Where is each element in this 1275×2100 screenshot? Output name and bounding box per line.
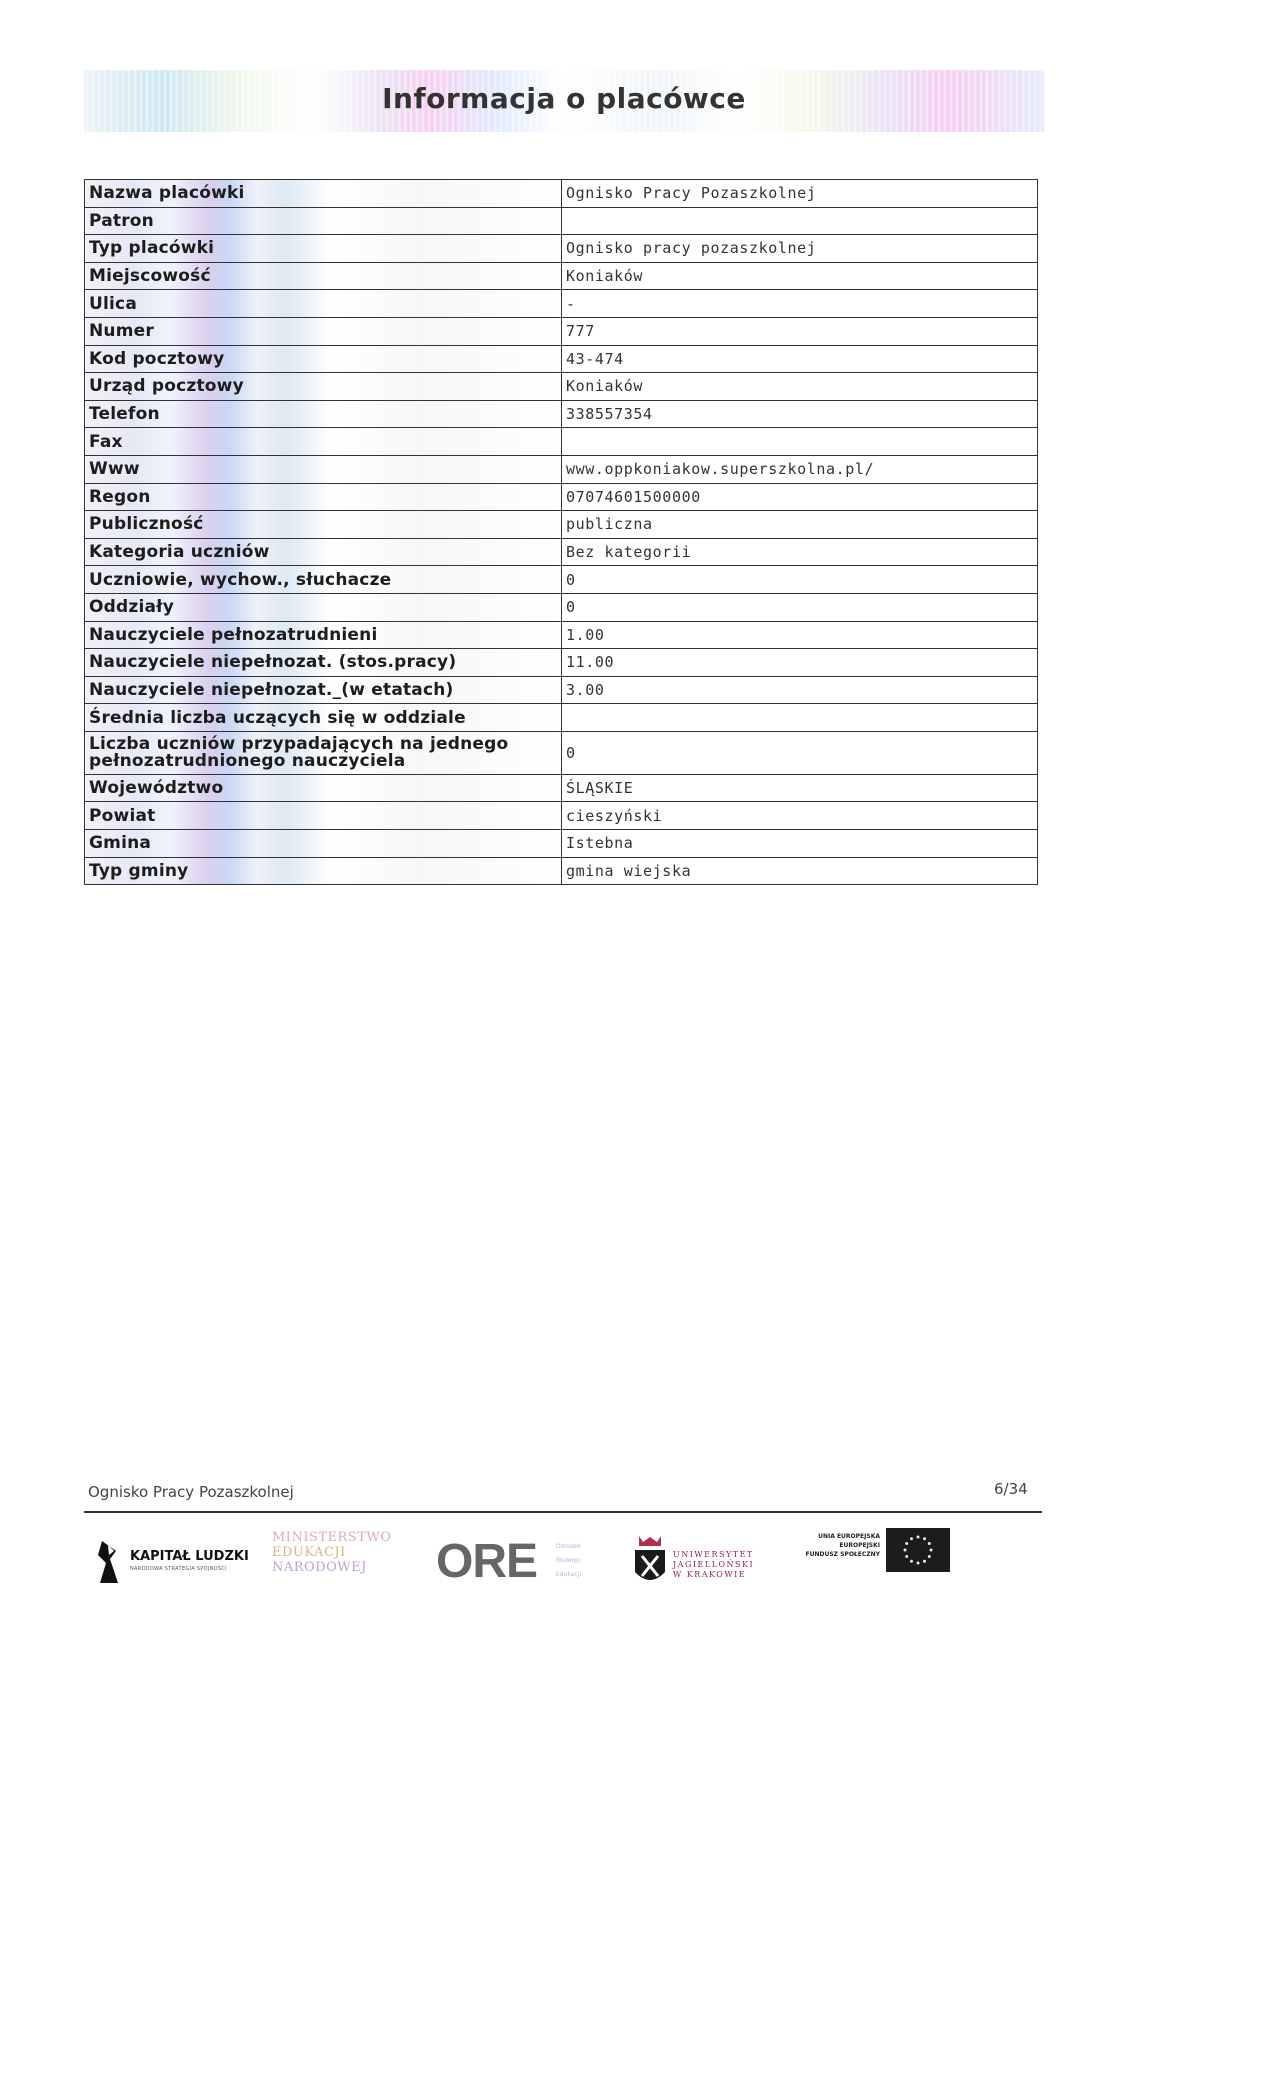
row-label: Patron (85, 207, 562, 235)
eu-social-fund-logo (790, 1528, 950, 1588)
table-row (85, 538, 1038, 566)
row-value: 11.00 (562, 649, 1038, 677)
row-label: Kategoria uczniów (85, 538, 562, 566)
table-row (85, 704, 1038, 732)
row-value: publiczna (562, 511, 1038, 539)
row-value: 1.00 (562, 621, 1038, 649)
info-table (84, 179, 1038, 885)
row-label: Nauczyciele niepełnozat._(w etatach) (85, 676, 562, 704)
row-label: Średnia liczba uczących się w oddziale (85, 704, 562, 732)
kapital-ludzki-subtitle: NARODOWA STRATEGIA SPÓJNOŚCI (130, 1566, 227, 1572)
row-value: gmina wiejska (562, 857, 1038, 885)
ore-sub-2: Rozwoju (556, 1557, 581, 1564)
ore-subtitle (556, 1540, 581, 1582)
page-title: Informacja o placówce (382, 82, 746, 115)
page-number: 6/34 (994, 1480, 1028, 1498)
row-value (562, 704, 1038, 732)
row-value: 07074601500000 (562, 483, 1038, 511)
table-row (85, 676, 1038, 704)
men-line-3: NARODOWEJ (272, 1560, 367, 1575)
row-label: Powiat (85, 802, 562, 830)
men-line-1: MINISTERSTWO (272, 1530, 392, 1545)
table-row (85, 511, 1038, 539)
row-value: 0 (562, 566, 1038, 594)
row-label: Numer (85, 317, 562, 345)
row-value: Istebna (562, 830, 1038, 858)
table-row (85, 400, 1038, 428)
row-value: 0 (562, 593, 1038, 621)
eu-line-2: EUROPEJSKI (839, 1542, 880, 1549)
row-value: - (562, 290, 1038, 318)
row-value: 0 (562, 731, 1038, 774)
row-label: Nauczyciele pełnozatrudnieni (85, 621, 562, 649)
row-label: Nauczyciele niepełnozat. (stos.pracy) (85, 649, 562, 677)
row-label: Kod pocztowy (85, 345, 562, 373)
row-value: Bez kategorii (562, 538, 1038, 566)
row-label: Gmina (85, 830, 562, 858)
table-row (85, 345, 1038, 373)
uj-name (673, 1550, 754, 1580)
eu-line-3: FUNDUSZ SPOŁECZNY (805, 1551, 880, 1558)
uj-shield-icon (633, 1534, 667, 1588)
eu-text (790, 1532, 880, 1559)
ore-sub-1: Ośrodek (556, 1543, 581, 1550)
kapital-ludzki-mark-icon (96, 1539, 122, 1585)
table-row (85, 774, 1038, 802)
table-row (85, 731, 1038, 774)
ore-logo (436, 1534, 606, 1590)
row-label: Ulica (85, 290, 562, 318)
table-row (85, 180, 1038, 208)
table-row (85, 290, 1038, 318)
row-label: Fax (85, 428, 562, 456)
kapital-ludzki-logo (96, 1535, 249, 1591)
footer-divider (84, 1511, 1042, 1513)
table-row (85, 373, 1038, 401)
ministry-education-logo (272, 1530, 398, 1594)
uj-line-2: JAGIELLOŃSKI (673, 1560, 755, 1569)
table-row (85, 207, 1038, 235)
table-row (85, 317, 1038, 345)
row-value: Koniaków (562, 262, 1038, 290)
row-label: Telefon (85, 400, 562, 428)
row-label: Nazwa placówki (85, 180, 562, 208)
row-value (562, 428, 1038, 456)
row-value: Ognisko pracy pozaszkolnej (562, 235, 1038, 263)
kapital-ludzki-text: KAPITAŁ LUDZKI (130, 1549, 249, 1564)
table-row (85, 621, 1038, 649)
footer-school-name: Ognisko Pracy Pozaszkolnej (88, 1483, 294, 1501)
table-row (85, 649, 1038, 677)
row-label: Liczba uczniów przypadających na jednego pełnozatrudnionego nauczyciela (85, 731, 562, 774)
row-value: 43-474 (562, 345, 1038, 373)
row-label: Oddziały (85, 593, 562, 621)
ore-wordmark: ORE (436, 1535, 538, 1588)
row-value: 777 (562, 317, 1038, 345)
header-banner (84, 70, 1044, 132)
row-value: 3.00 (562, 676, 1038, 704)
row-label: Urząd pocztowy (85, 373, 562, 401)
row-label: Województwo (85, 774, 562, 802)
table-row (85, 428, 1038, 456)
row-value: 338557354 (562, 400, 1038, 428)
row-label: Regon (85, 483, 562, 511)
row-label: Typ placówki (85, 235, 562, 263)
table-row (85, 262, 1038, 290)
table-row (85, 857, 1038, 885)
row-label: Www (85, 455, 562, 483)
men-line-2: EDUKACJI (272, 1545, 346, 1560)
row-value (562, 207, 1038, 235)
table-row (85, 235, 1038, 263)
table-row (85, 566, 1038, 594)
uj-line-1: UNIWERSYTET (673, 1550, 754, 1559)
row-value: cieszyński (562, 802, 1038, 830)
row-label: Uczniowie, wychow., słuchacze (85, 566, 562, 594)
table-row (85, 455, 1038, 483)
row-label: Typ gminy (85, 857, 562, 885)
uj-line-3: W KRAKOWIE (673, 1570, 747, 1579)
row-label: Miejscowość (85, 262, 562, 290)
row-value: Koniaków (562, 373, 1038, 401)
table-row (85, 830, 1038, 858)
table-row (85, 593, 1038, 621)
eu-flag-icon (886, 1528, 950, 1572)
eu-line-1: UNIA EUROPEJSKA (818, 1533, 880, 1540)
ore-sub-3: Edukacji (556, 1571, 582, 1578)
jagiellonian-university-logo (633, 1530, 768, 1594)
table-row (85, 802, 1038, 830)
row-label: Publiczność (85, 511, 562, 539)
row-value: www.oppkoniakow.superszkolna.pl/ (562, 455, 1038, 483)
row-value: ŚLĄSKIE (562, 774, 1038, 802)
table-row (85, 483, 1038, 511)
row-value: Ognisko Pracy Pozaszkolnej (562, 180, 1038, 208)
